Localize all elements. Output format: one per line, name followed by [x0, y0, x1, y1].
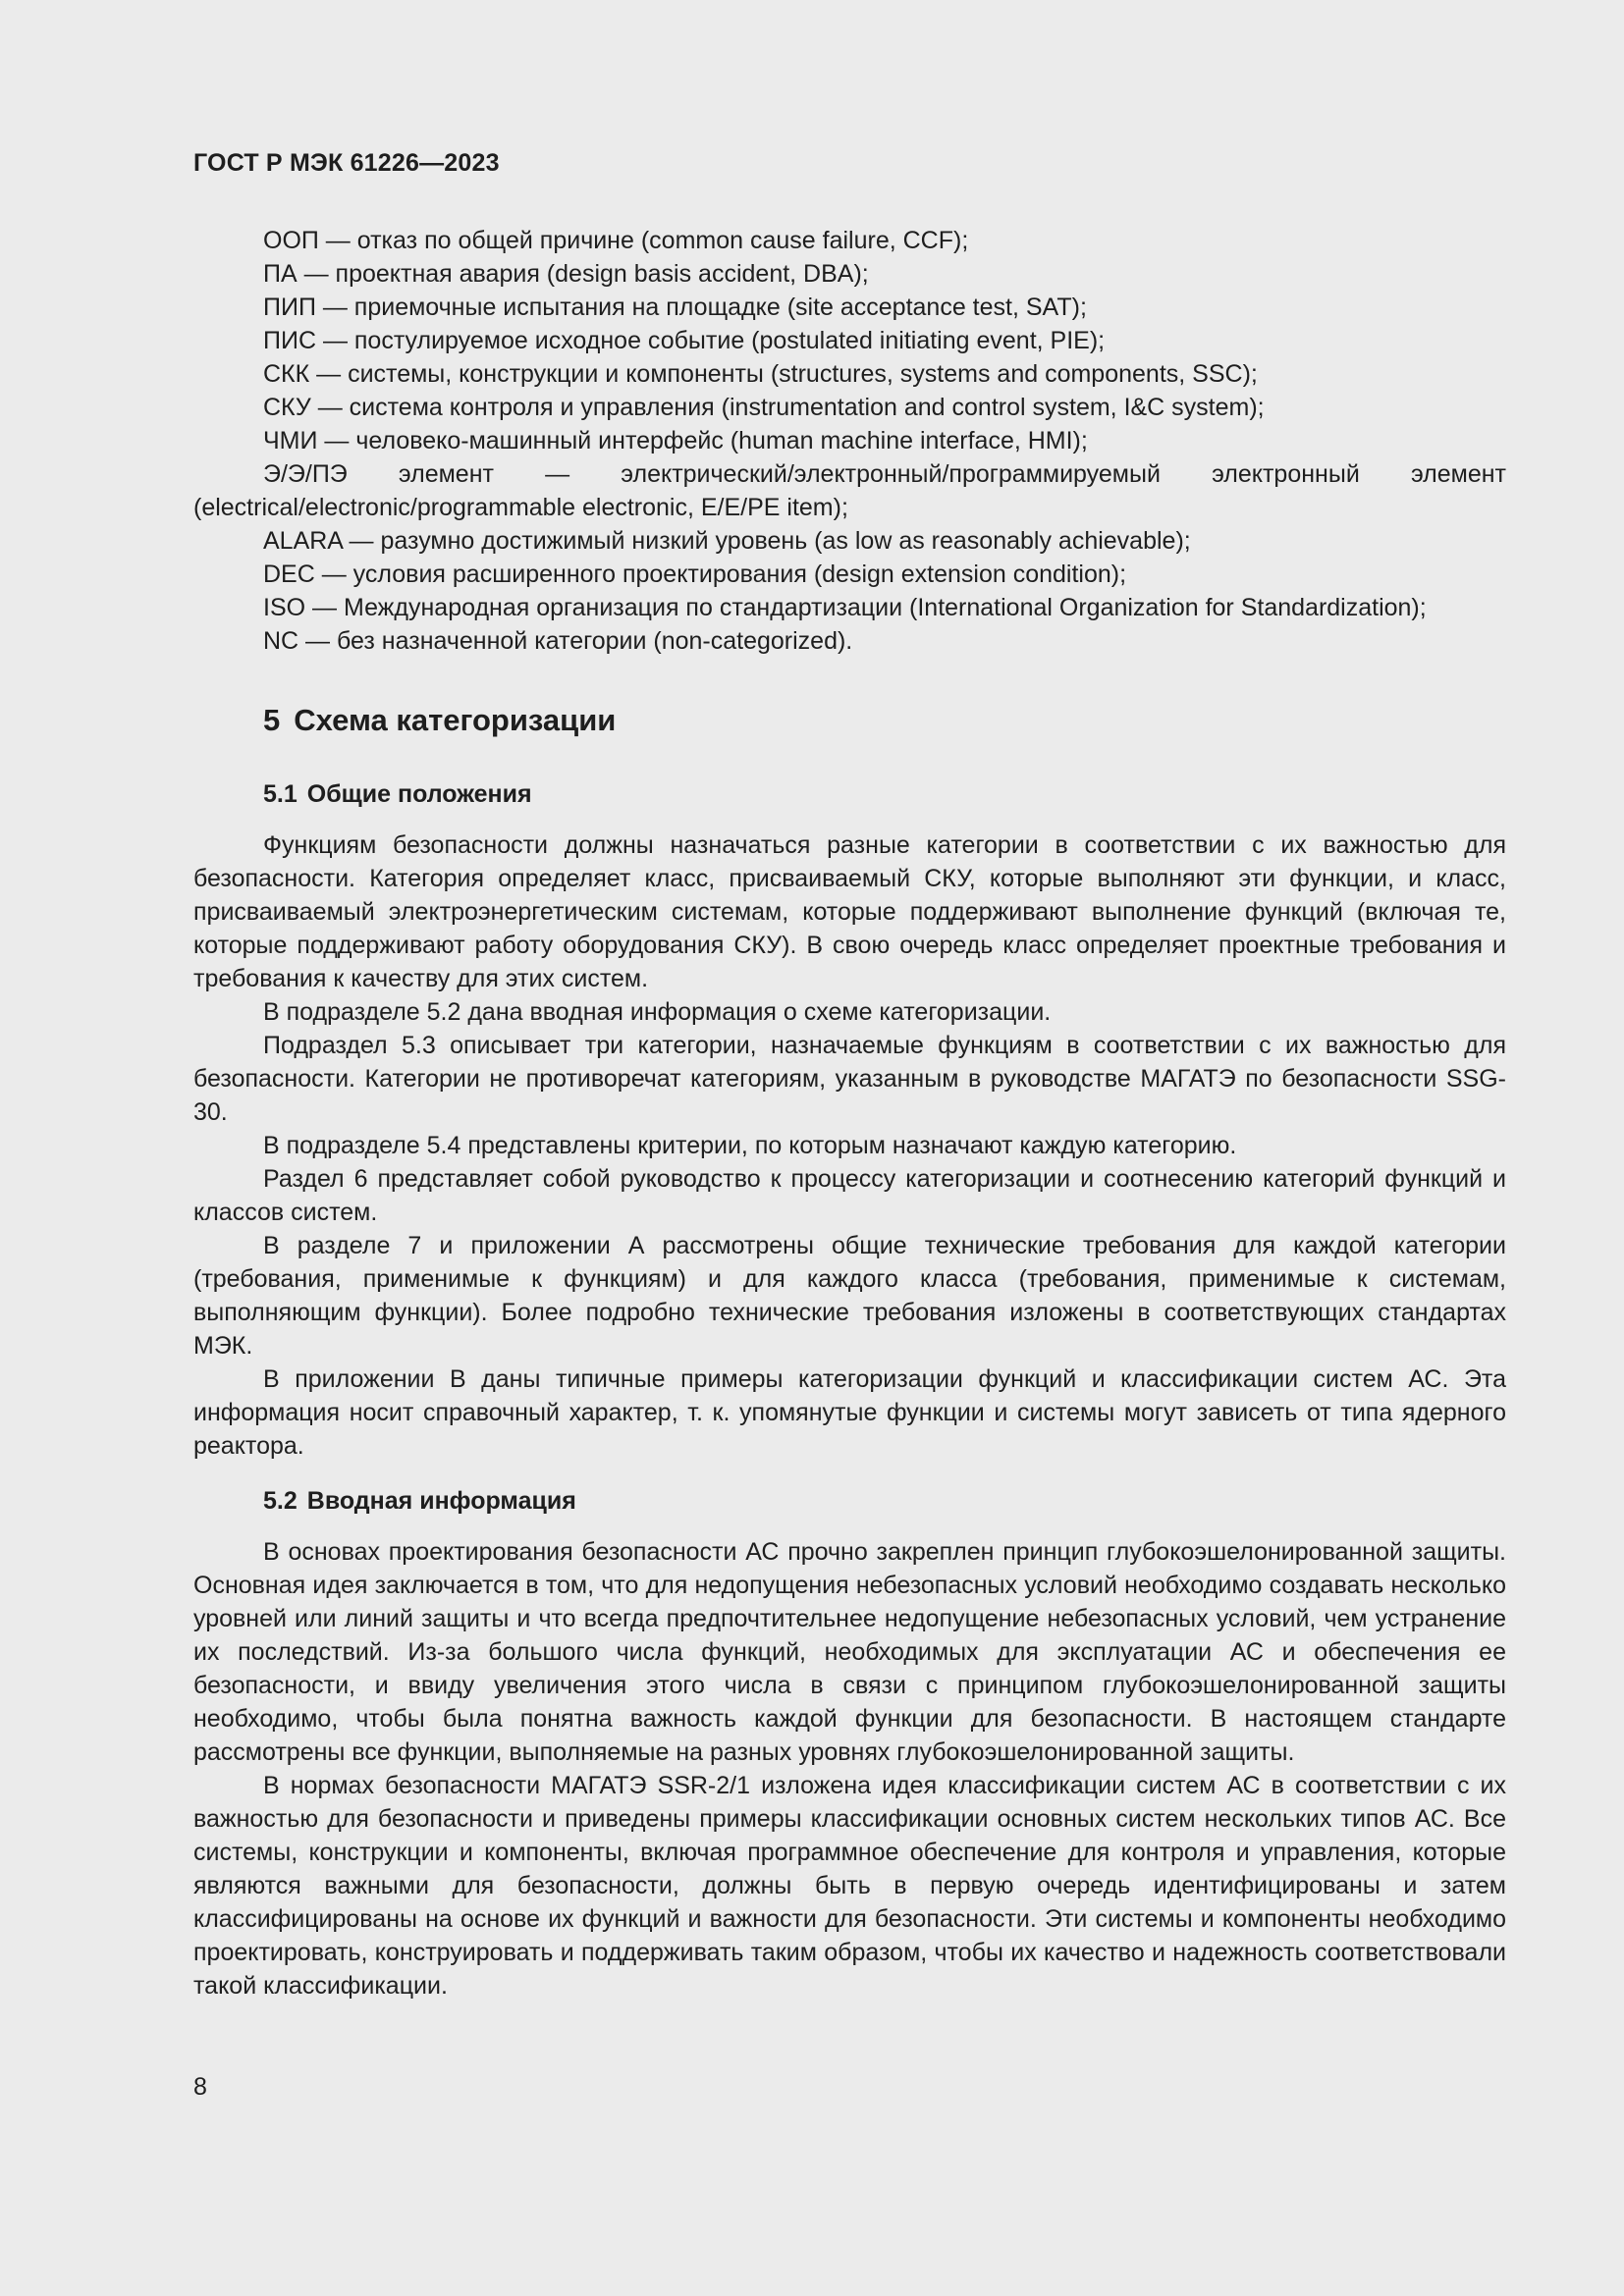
subsection-5-2-text [193, 1535, 1506, 2002]
subsection-number: 5.2 [263, 1487, 298, 1515]
paragraph: Раздел 6 представляет собой руководство к процессу категоризации и соотнесению категорий функций и классов систем. [193, 1165, 1506, 1226]
section-5-heading [263, 691, 1506, 750]
subsection-5-2-heading [263, 1484, 1506, 1518]
abbreviation-item: ПИП — приемочные испытания на площадке (site acceptance test, SAT); [263, 294, 1087, 321]
abbreviation-item: NC — без назначенной категории (non-categorized). [263, 627, 853, 655]
section-number: 5 [263, 703, 281, 737]
document-header: ГОСТ Р МЭК 61226—2023 [193, 149, 500, 177]
subsection-title: Вводная информация [306, 1487, 576, 1515]
abbreviation-item: ISO — Международная организация по стандартизации (International Organization for Standardization); [263, 594, 1427, 621]
paragraph: Подраздел 5.3 описывает три категории, назначаемые функциям в соответствии с их важностью для безопасности. Категории не противоречат категориям, указанным в руководстве МАГАТЭ по безопасности SSG-30. [193, 1032, 1506, 1126]
abbreviation-item: Э/Э/ПЭ элемент — электрический/электронный/программируемый электронный элемент (electrical/electronic/programmable electronic, E/E/PE item); [193, 460, 1506, 521]
abbreviation-item: ПИС — постулируемое исходное событие (postulated initiating event, PIE); [263, 327, 1106, 354]
paragraph: В приложении В даны типичные примеры категоризации функций и классификации систем АС. Эта информация носит справочный характер, т. к. упомянутые функции и системы могут зависеть от типа ядерного реактора. [193, 1365, 1506, 1460]
abbreviation-item: ALARA — разумно достижимый низкий уровень (as low as reasonably achievable); [263, 527, 1191, 555]
abbreviation-item: ООП — отказ по общей причине (common cause failure, CCF); [263, 227, 969, 254]
paragraph: В основах проектирования безопасности АС прочно закреплен принцип глубокоэшелонированной защиты. Основная идея заключается в том, что для недопущения небезопасных условий необходимо создавать несколько уровней или линий защиты и что всегда предпочтительнее недопущение небезопасных условий, чем устранение их последствий. Из-за большого числа функций, необходимых для эксплуатации АС и обеспечения ее безопасности, и ввиду увеличения этого числа в связи с принципом глубокоэшелонированной защиты необходимо, чтобы была понятна важность каждой функции для безопасности. В настоящем стандарте рассмотрены все функции, выполняемые на разных уровнях глубокоэшелонированной защиты. [193, 1538, 1506, 1766]
paragraph: Функциям безопасности должны назначаться разные категории в соответствии с их важностью для безопасности. Категория определяет класс, присваиваемый СКУ, которые выполняют эти функции, и класс, присваиваемый электроэнергетическим системам, которые поддерживают выполнение функций (включая те, которые поддерживают работу оборудования СКУ). В свою очередь класс определяет проектные требования и требования к качеству для этих систем. [193, 831, 1506, 992]
paragraph: В подразделе 5.4 представлены критерии, по которым назначают каждую категорию. [263, 1132, 1237, 1159]
page-number: 8 [193, 2073, 207, 2101]
paragraph: В разделе 7 и приложении А рассмотрены общие технические требования для каждой категории (требования, применимые к функциям) и для каждого класса (требования, применимые к системам, выполняющим функции). Более подробно технические требования изложены в соответствующих стандартах МЭК. [193, 1232, 1506, 1360]
paragraph: В подразделе 5.2 дана вводная информация о схеме категоризации. [263, 998, 1052, 1026]
abbreviation-item: DEC — условия расширенного проектирования (design extension condition); [263, 561, 1127, 588]
abbreviations-list [193, 224, 1506, 658]
abbreviation-item: СКУ — система контроля и управления (instrumentation and control system, I&C system); [263, 394, 1265, 421]
subsection-5-1-text [193, 828, 1506, 1463]
abbreviation-item: СКК — системы, конструкции и компоненты (structures, systems and components, SSC); [263, 360, 1258, 388]
subsection-5-1-heading [263, 777, 1506, 811]
section-title: Схема категоризации [294, 703, 617, 737]
subsection-number: 5.1 [263, 780, 298, 808]
subsection-title: Общие положения [306, 780, 532, 808]
abbreviation-item: ЧМИ — человеко-машинный интерфейс (human machine interface, HMI); [263, 427, 1088, 454]
abbreviation-item: ПА — проектная авария (design basis accident, DBA); [263, 260, 869, 288]
paragraph: В нормах безопасности МАГАТЭ SSR-2/1 изложена идея классификации систем АС в соответствии с их важностью для безопасности и приведены примеры классификации основных систем нескольких типов АС. Все системы, конструкции и компоненты, включая программное обеспечение для контроля и управления, которые являются важными для безопасности, должны быть в первую очередь идентифицированы и затем классифицированы на основе их функций и важности для безопасности. Эти системы и компоненты необходимо проектировать, конструировать и поддерживать таким образом, чтобы их качество и надежность соответствовали такой классификации. [193, 1772, 1506, 2000]
document-body [193, 224, 1506, 2002]
